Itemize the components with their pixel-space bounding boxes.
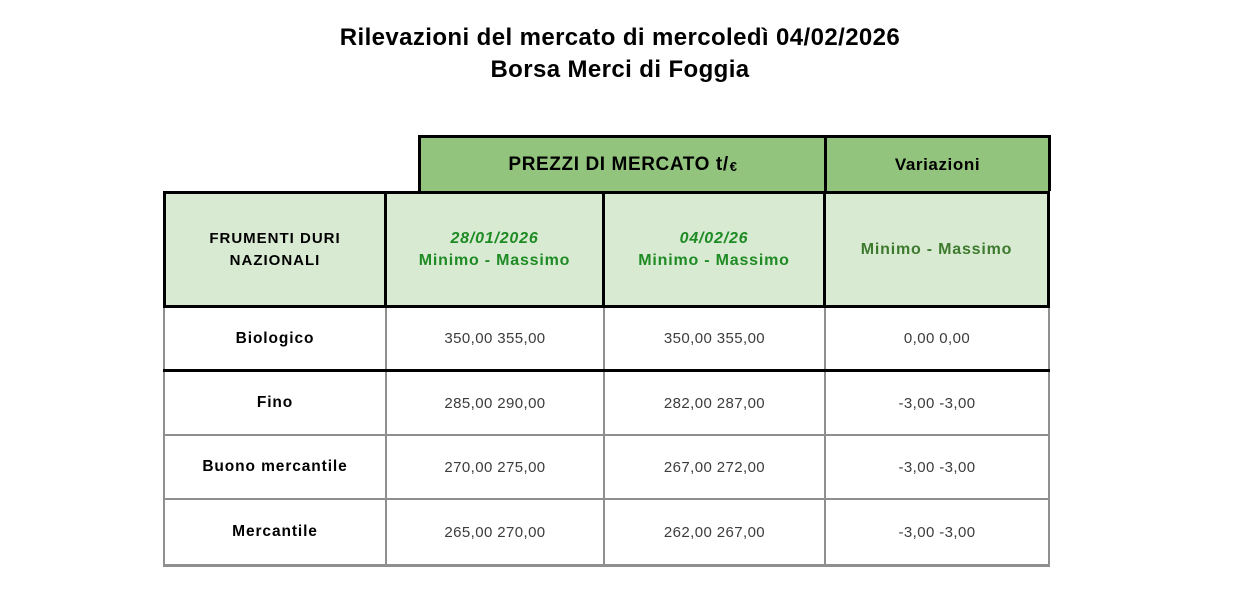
frumenti-duri-nazionali-cell [163,191,387,308]
previous-week-date: 28/01/2026 [450,229,539,247]
row-label-cell [163,308,387,369]
variation-value: -3,00 -3,00 [898,458,976,476]
prev-price-cell [387,372,605,434]
current-week-range-label: Minimo - Massimo [638,251,790,269]
curr-price-value: 350,00 355,00 [663,330,766,347]
table-row-biologico [163,308,1050,372]
variation-cell [826,436,1050,498]
previous-week-header-cell [387,191,605,308]
variazioni-range-header-cell [826,191,1050,308]
curr-price-cell [605,436,826,498]
prev-price-value: 350,00 355,00 [444,330,546,347]
row-label-cell [163,436,387,498]
variation-cell [826,372,1050,434]
curr-price-value: 267,00 272,00 [663,458,766,476]
title-line-2: Borsa Merci di Foggia [490,56,750,83]
variation-cell [826,308,1050,369]
current-week-date: 04/02/26 [679,229,749,247]
prev-price-value: 270,00 275,00 [444,458,546,476]
table-data-area [163,308,1050,567]
prev-price-cell [387,436,605,498]
variation-value: -3,00 -3,00 [898,394,976,412]
page-title [0,22,1240,86]
row-label: Buono mercantile [202,458,348,475]
curr-price-cell [605,500,826,564]
row-label: Biologico [235,329,315,347]
variazioni-range-label: Minimo - Massimo [860,240,1013,258]
row-label-cell [163,500,387,564]
row-label-cell [163,372,387,434]
row-label: Fino [256,394,294,411]
table-row-mercantile [163,500,1050,564]
group-label-line-1: FRUMENTI DURI [209,229,341,247]
variazioni-header-cell [827,135,1051,191]
group-label-line-2: NAZIONALI [229,251,321,269]
prezzi-di-mercato-header-cell [418,135,827,191]
curr-price-cell [605,308,826,369]
row-label: Mercantile [232,523,318,540]
table-subheader-row [163,191,1050,308]
title-line-1: Rilevazioni del mercato di mercoledì 04/02/2026 [339,24,901,51]
variation-value: -3,00 -3,00 [898,523,976,541]
current-week-header-cell [605,191,826,308]
curr-price-value: 262,00 267,00 [663,523,766,541]
prev-price-cell [387,500,605,564]
table-top-header-row [418,135,1051,191]
euro-subscript: € [729,159,738,174]
prev-price-value: 285,00 290,00 [444,394,546,412]
prev-price-value: 265,00 270,00 [444,523,546,541]
previous-week-range-label: Minimo - Massimo [418,251,571,269]
table-row-fino [163,372,1050,436]
variation-cell [826,500,1050,564]
variazioni-header-label: Variazioni [894,154,981,174]
prev-price-cell [387,308,605,369]
variation-value: 0,00 0,00 [903,330,971,347]
curr-price-cell [605,372,826,434]
prezzi-header-label: PREZZI DI MERCATO t/ [508,153,729,175]
table-row-buono-mercantile [163,436,1050,500]
curr-price-value: 282,00 287,00 [663,394,766,412]
